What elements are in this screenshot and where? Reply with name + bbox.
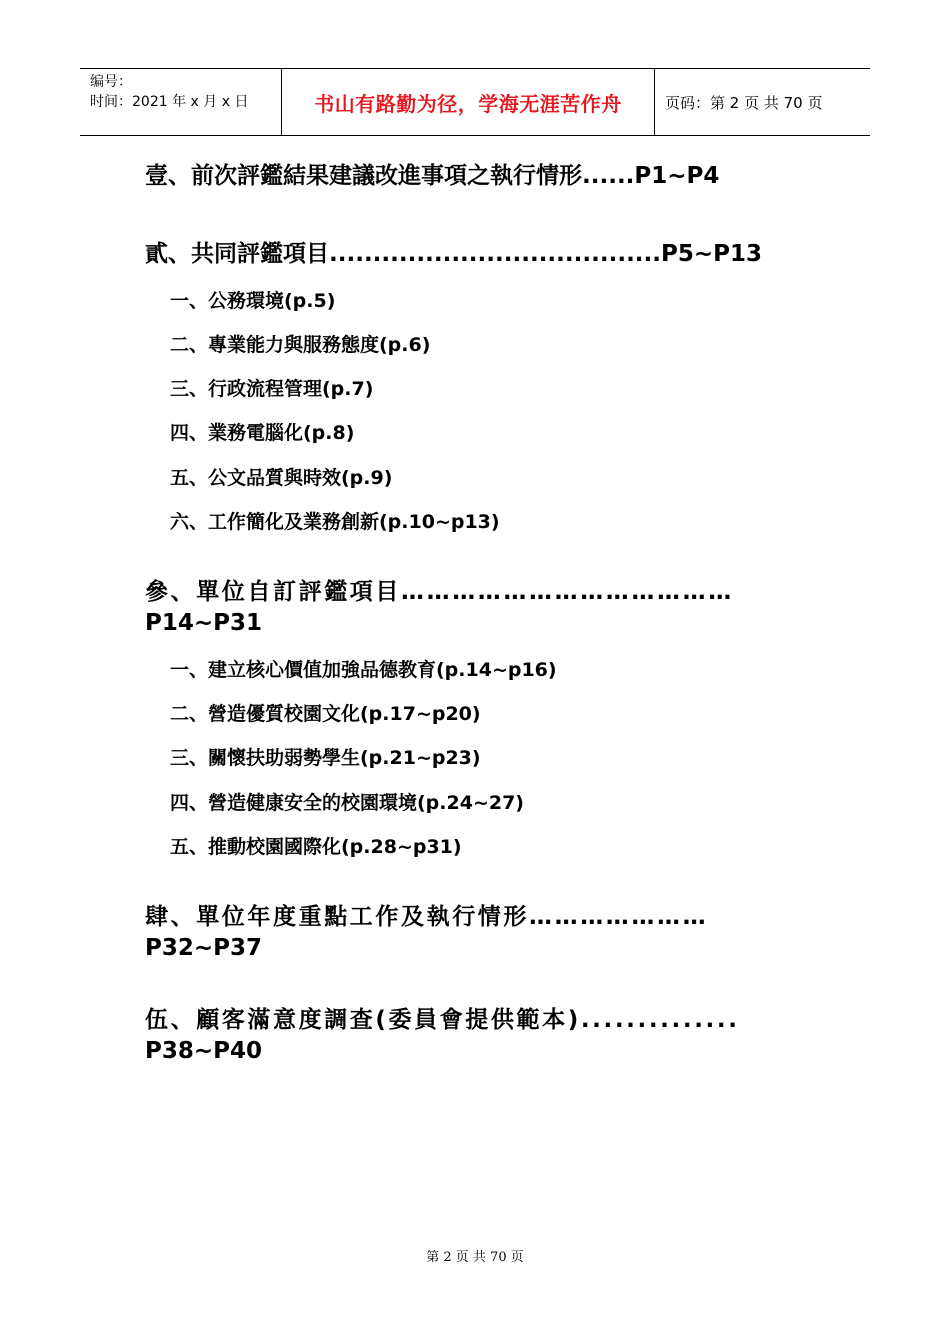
header-motto: 书山有路勤为径，学海无涯苦作舟	[282, 69, 655, 135]
header-page-info: 页码：第 2 页 共 70 页	[665, 93, 823, 112]
toc-section-2: 貳、共同評鑑項目......................................P5~P13	[145, 241, 763, 267]
toc-section-4-pages: P32~P37	[145, 935, 262, 961]
toc-item-2-1: 一、公務環境(p.5)	[170, 290, 336, 312]
toc-item-2-3: 三、行政流程管理(p.7)	[170, 378, 374, 400]
toc-item-2-6: 六、工作簡化及業務創新(p.10~p13)	[170, 511, 500, 533]
doc-date: 时间：2021 年 x 月 x 日	[90, 94, 249, 110]
toc-section-5-title: 伍、顧客滿意度調查(委員會提供範本)..............	[145, 1007, 740, 1033]
toc-item-3-5: 五、推動校園國際化(p.28~p31)	[170, 836, 462, 858]
toc-section-1: 壹、前次評鑑結果建議改進事項之執行情形......P1~P4	[145, 163, 720, 189]
toc-section-3-pages: P14~P31	[145, 610, 262, 636]
doc-number-label: 编号：	[90, 74, 132, 90]
toc-item-3-3: 三、關懷扶助弱勢學生(p.21~p23)	[170, 747, 481, 769]
page-footer: 第 2 页 共 70 页	[426, 1250, 524, 1265]
toc-item-3-2: 二、營造優質校園文化(p.17~p20)	[170, 703, 481, 725]
toc-section-4-title: 肆、單位年度重點工作及執行情形…………………	[145, 904, 709, 930]
toc-section-5-pages: P38~P40	[145, 1038, 262, 1064]
toc-section-3-title: 參、單位自訂評鑑項目…………………………………	[145, 579, 734, 605]
toc-item-2-4: 四、業務電腦化(p.8)	[170, 422, 355, 444]
toc-item-3-4: 四、營造健康安全的校園環境(p.24~27)	[170, 792, 524, 814]
toc-item-2-5: 五、公文品質與時效(p.9)	[170, 467, 393, 489]
toc-item-2-2: 二、專業能力與服務態度(p.6)	[170, 334, 431, 356]
page-header	[80, 68, 870, 136]
toc-item-3-1: 一、建立核心價值加強品德教育(p.14~p16)	[170, 659, 557, 681]
header-meta	[80, 69, 282, 135]
